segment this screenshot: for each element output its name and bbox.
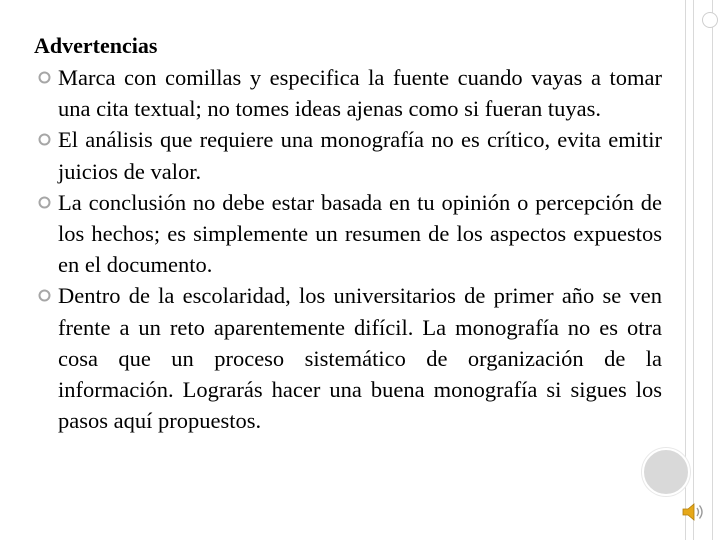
bullet-list: [34, 62, 662, 436]
ring-bullet-icon: [38, 289, 51, 302]
speaker-icon[interactable]: [680, 500, 704, 524]
slide-title: Advertencias: [34, 33, 158, 58]
list-item-text: El análisis que requiere una monografía no es crítico, evita emitir juicios de valor.: [58, 127, 662, 184]
ring-bullet-icon: [38, 71, 51, 84]
ring-bullet-icon: [38, 133, 51, 146]
list-item: [34, 62, 662, 124]
ring-bullet-icon: [38, 196, 51, 209]
decorative-border-line: [693, 0, 694, 540]
list-item-text: Marca con comillas y especifica la fuente cuando vayas a tomar una cita textual; no tomes ideas ajenas como si fueran tuyas.: [58, 65, 662, 122]
list-item: [34, 280, 662, 436]
slide-content: [34, 30, 662, 436]
list-item: [34, 124, 662, 186]
list-item: [34, 187, 662, 281]
decorative-circle-small: [702, 12, 718, 28]
list-item-text: La conclusión no debe estar basada en tu opinión o percepción de los hechos; es simplemente un resumen de los aspectos expuestos en el documento.: [58, 189, 662, 278]
decorative-border-line: [712, 0, 713, 540]
list-item-text: Dentro de la escolaridad, los universitarios de primer año se ven frente a un reto aparentemente difícil. La monografía no es otra cosa que un proceso sistemático de organización de la información. Lograrás hacer una buena monografía si sigues los pasos aquí propuestos.: [58, 283, 662, 434]
decorative-circle: [642, 448, 690, 496]
